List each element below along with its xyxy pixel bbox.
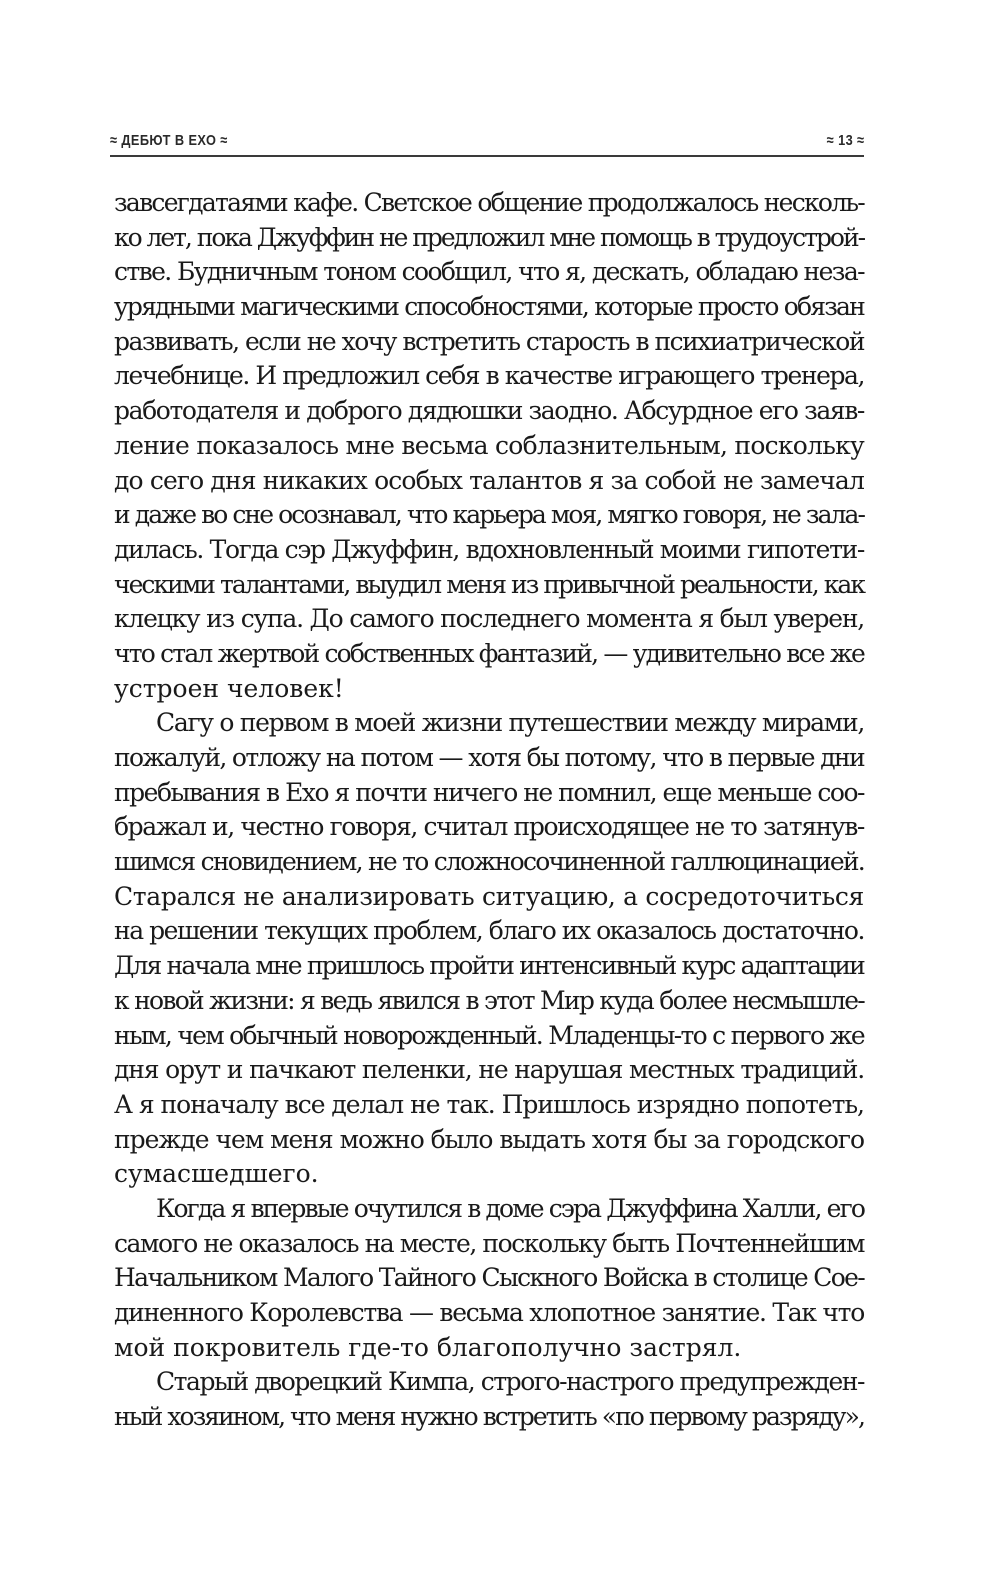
text-line: дилась. Тогда сэр Джуффин, вдохновленный моими гипотети- (114, 534, 864, 564)
text-line: бражал и, честно говоря, считал происходящее не то затянув- (114, 812, 864, 842)
text-line: пребывания в Ехо я почти ничего не помнил, еще меньше соо- (114, 777, 864, 807)
text-line: сумасшедшего. (114, 1159, 319, 1189)
text-line: работодателя и доброго дядюшки заодно. Абсурдное его заяв- (114, 396, 864, 426)
text-line: на решении текущих проблем, благо их оказалось достаточно. (114, 916, 864, 946)
running-header (110, 128, 864, 154)
text-line: что стал жертвой собственных фантазий, — удивительно все же (114, 638, 865, 668)
text-line: А я поначалу все делал не так. Пришлось изрядно попотеть, (114, 1089, 864, 1119)
text-line: прежде чем меня можно было выдать хотя бы за городского (114, 1124, 864, 1154)
text-line: до сего дня никаких особых талантов я за собой не замечал (114, 465, 864, 495)
text-line: устроен человек! (114, 673, 344, 703)
text-line: ный хозяином, что меня нужно встретить «по первому разряду», (114, 1402, 864, 1432)
text-line: пожалуй, отложу на потом — хотя бы потому, что в первые дни (114, 743, 864, 772)
text-line: ческими талантами, выудил меня из привычной реальности, как (114, 569, 865, 599)
text-line: и даже во сне осознавал, что карьера моя, мягко говоря, не зала- (114, 500, 864, 530)
text-line: самого не оказалось на месте, поскольку быть Почтеннейшим (114, 1228, 864, 1258)
text-line: Когда я впервые очутился в доме сэра Джуффина Халли, его (156, 1193, 864, 1223)
book-title: ≈ ДЕБЮТ В ЕХО ≈ (110, 132, 228, 149)
text-line: к новой жизни: я ведь явился в этот Мир куда более несмышле- (114, 985, 864, 1015)
text-line: ко лет, пока Джуффин не предложил мне помощь в трудоустрой- (114, 222, 864, 252)
text-line: Старый дворецкий Кимпа, строго-настрого предупрежден- (156, 1367, 864, 1397)
text-line: диненного Королевства — весьма хлопотное занятие. Так что (114, 1298, 864, 1327)
text-line: стве. Будничным тоном сообщил, что я, дескать, обладаю неза- (114, 257, 864, 287)
text-line: завсегдатаями кафе. Светское общение продолжалось несколь- (114, 188, 864, 217)
text-line: ление показалось мне весьма соблазнительным, поскольку (114, 430, 865, 460)
text-line: мой покровитель где-то благополучно застрял. (114, 1332, 742, 1362)
header-divider (110, 155, 864, 157)
page-number: ≈ 13 ≈ (826, 132, 864, 149)
text-line: Сагу о первом в моей жизни путешествии между мирами, (156, 708, 864, 738)
text-line: урядными магическими способностями, которые просто обязан (114, 292, 864, 322)
body-text (114, 186, 864, 1435)
text-line: клецку из супа. До самого последнего момента я был уверен, (114, 604, 864, 634)
text-line: Старался не анализировать ситуацию, а сосредоточиться (114, 881, 864, 911)
text-line: Для начала мне пришлось пройти интенсивный курс адаптации (114, 951, 864, 981)
text-line: Начальником Малого Тайного Сыскного Войска в столице Сое- (114, 1263, 864, 1293)
text-line: шимся сновидением, не то сложносочиненной галлюцинацией. (114, 847, 864, 877)
text-line: ным, чем обычный новорожденный. Младенцы-то с первого же (114, 1020, 864, 1050)
text-line: дня орут и пачкают пеленки, не нарушая местных традиций. (114, 1055, 864, 1085)
text-line: лечебнице. И предложил себя в качестве играющего тренера, (114, 361, 864, 391)
text-line: развивать, если не хочу встретить старость в психиатрической (114, 326, 864, 356)
